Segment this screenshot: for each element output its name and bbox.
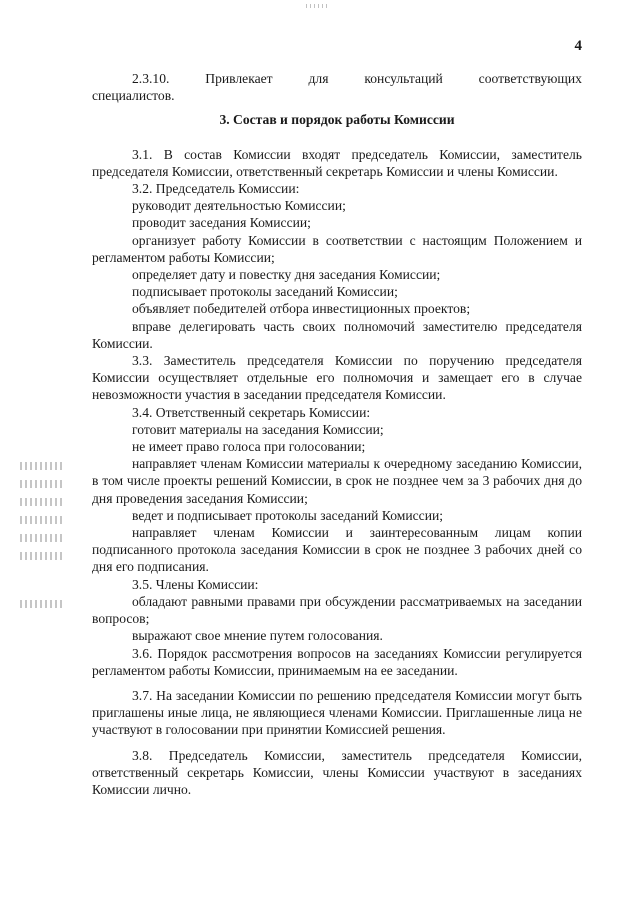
paragraph-3-8: 3.8. Председатель Комиссии, заместитель председателя Комиссии, ответственный секретарь Комиссии, члены Комиссии участвуют в заседаниях Комиссии лично. bbox=[92, 747, 582, 797]
scan-artifact bbox=[20, 498, 64, 506]
clause-2-3-10-continuation: специалистов. bbox=[92, 88, 175, 104]
scan-artifact bbox=[20, 552, 64, 560]
list-item: вправе делегировать часть своих полномочий заместителю председателя Комиссии. bbox=[92, 318, 582, 351]
clause-word: соответствующих bbox=[478, 71, 582, 86]
paragraph-3-4-title: 3.4. Ответственный секретарь Комиссии: bbox=[132, 404, 371, 420]
clause-number: 2.3.10. bbox=[132, 71, 170, 86]
paragraph-3-7: 3.7. На заседании Комиссии по решению председателя Комиссии могут быть приглашены иные лица, не являющиеся членами Комиссии. Приглашенные лица не участвуют в голосовании при принятии Комиссией решения. bbox=[92, 687, 582, 738]
list-item: подписывает протоколы заседаний Комиссии; bbox=[132, 284, 398, 300]
list-item: организует работу Комиссии в соответствии с настоящим Положением и регламентом работы Комиссии; bbox=[92, 232, 582, 265]
list-item: руководит деятельностью Комиссии; bbox=[132, 198, 346, 214]
list-item: проводит заседания Комиссии; bbox=[132, 215, 311, 231]
list-item: выражают свое мнение путем голосования. bbox=[132, 628, 383, 644]
list-item: не имеет право голоса при голосовании; bbox=[132, 439, 366, 455]
document-body bbox=[92, 70, 582, 798]
scan-artifact bbox=[20, 516, 64, 524]
scan-artifact bbox=[20, 480, 64, 488]
paragraph-3-3: 3.3. Заместитель председателя Комиссии по поручению председателя Комиссии осуществляет отдельные его полномочия и замещает его в случае невозможности участия в заседании председателя Комиссии. bbox=[92, 353, 582, 403]
scan-artifact bbox=[20, 600, 64, 608]
list-item: направляет членам Комиссии материалы к очередному заседанию Комиссии, в том числе проекты решений Комиссии, в срок не позднее чем за 3 рабочих дня до дня проведения заседания Комиссии; bbox=[92, 456, 582, 506]
list-item: ведет и подписывает протоколы заседаний Комиссии; bbox=[132, 507, 444, 523]
scan-artifact bbox=[306, 4, 330, 8]
section-heading: 3. Состав и порядок работы Комиссии bbox=[219, 112, 455, 128]
scan-artifact bbox=[20, 534, 64, 542]
list-item: готовит материалы на заседания Комиссии; bbox=[132, 421, 384, 437]
clause-2-3-10 bbox=[92, 70, 582, 87]
paragraph-3-6: 3.6. Порядок рассмотрения вопросов на заседаниях Комиссии регулируется регламентом работы Комиссии, принимаемым на ее заседании. bbox=[92, 645, 582, 678]
list-item: направляет членам Комиссии и заинтересованным лицам копии подписанного протокола заседания Комиссии в срок не позднее 3 рабочих дней со дня его подписания. bbox=[92, 525, 582, 575]
scan-artifact bbox=[20, 462, 64, 470]
clause-word: Привлекает bbox=[205, 71, 273, 86]
page-number: 4 bbox=[574, 38, 582, 54]
paragraph-3-1: 3.1. В состав Комиссии входят председатель Комиссии, заместитель председателя Комиссии, ответственный секретарь Комиссии и члены Комиссии. bbox=[92, 146, 582, 179]
paragraph-3-2-title: 3.2. Председатель Комиссии: bbox=[132, 181, 300, 197]
clause-word: консультаций bbox=[364, 71, 443, 86]
list-item: определяет дату и повестку дня заседания Комиссии; bbox=[132, 267, 441, 283]
list-item: объявляет победителей отбора инвестиционных проектов; bbox=[132, 301, 471, 317]
clause-word: для bbox=[308, 71, 329, 86]
list-item: обладают равными правами при обсуждении рассматриваемых на заседании вопросов; bbox=[92, 593, 582, 627]
paragraph-3-5-title: 3.5. Члены Комиссии: bbox=[132, 576, 259, 592]
